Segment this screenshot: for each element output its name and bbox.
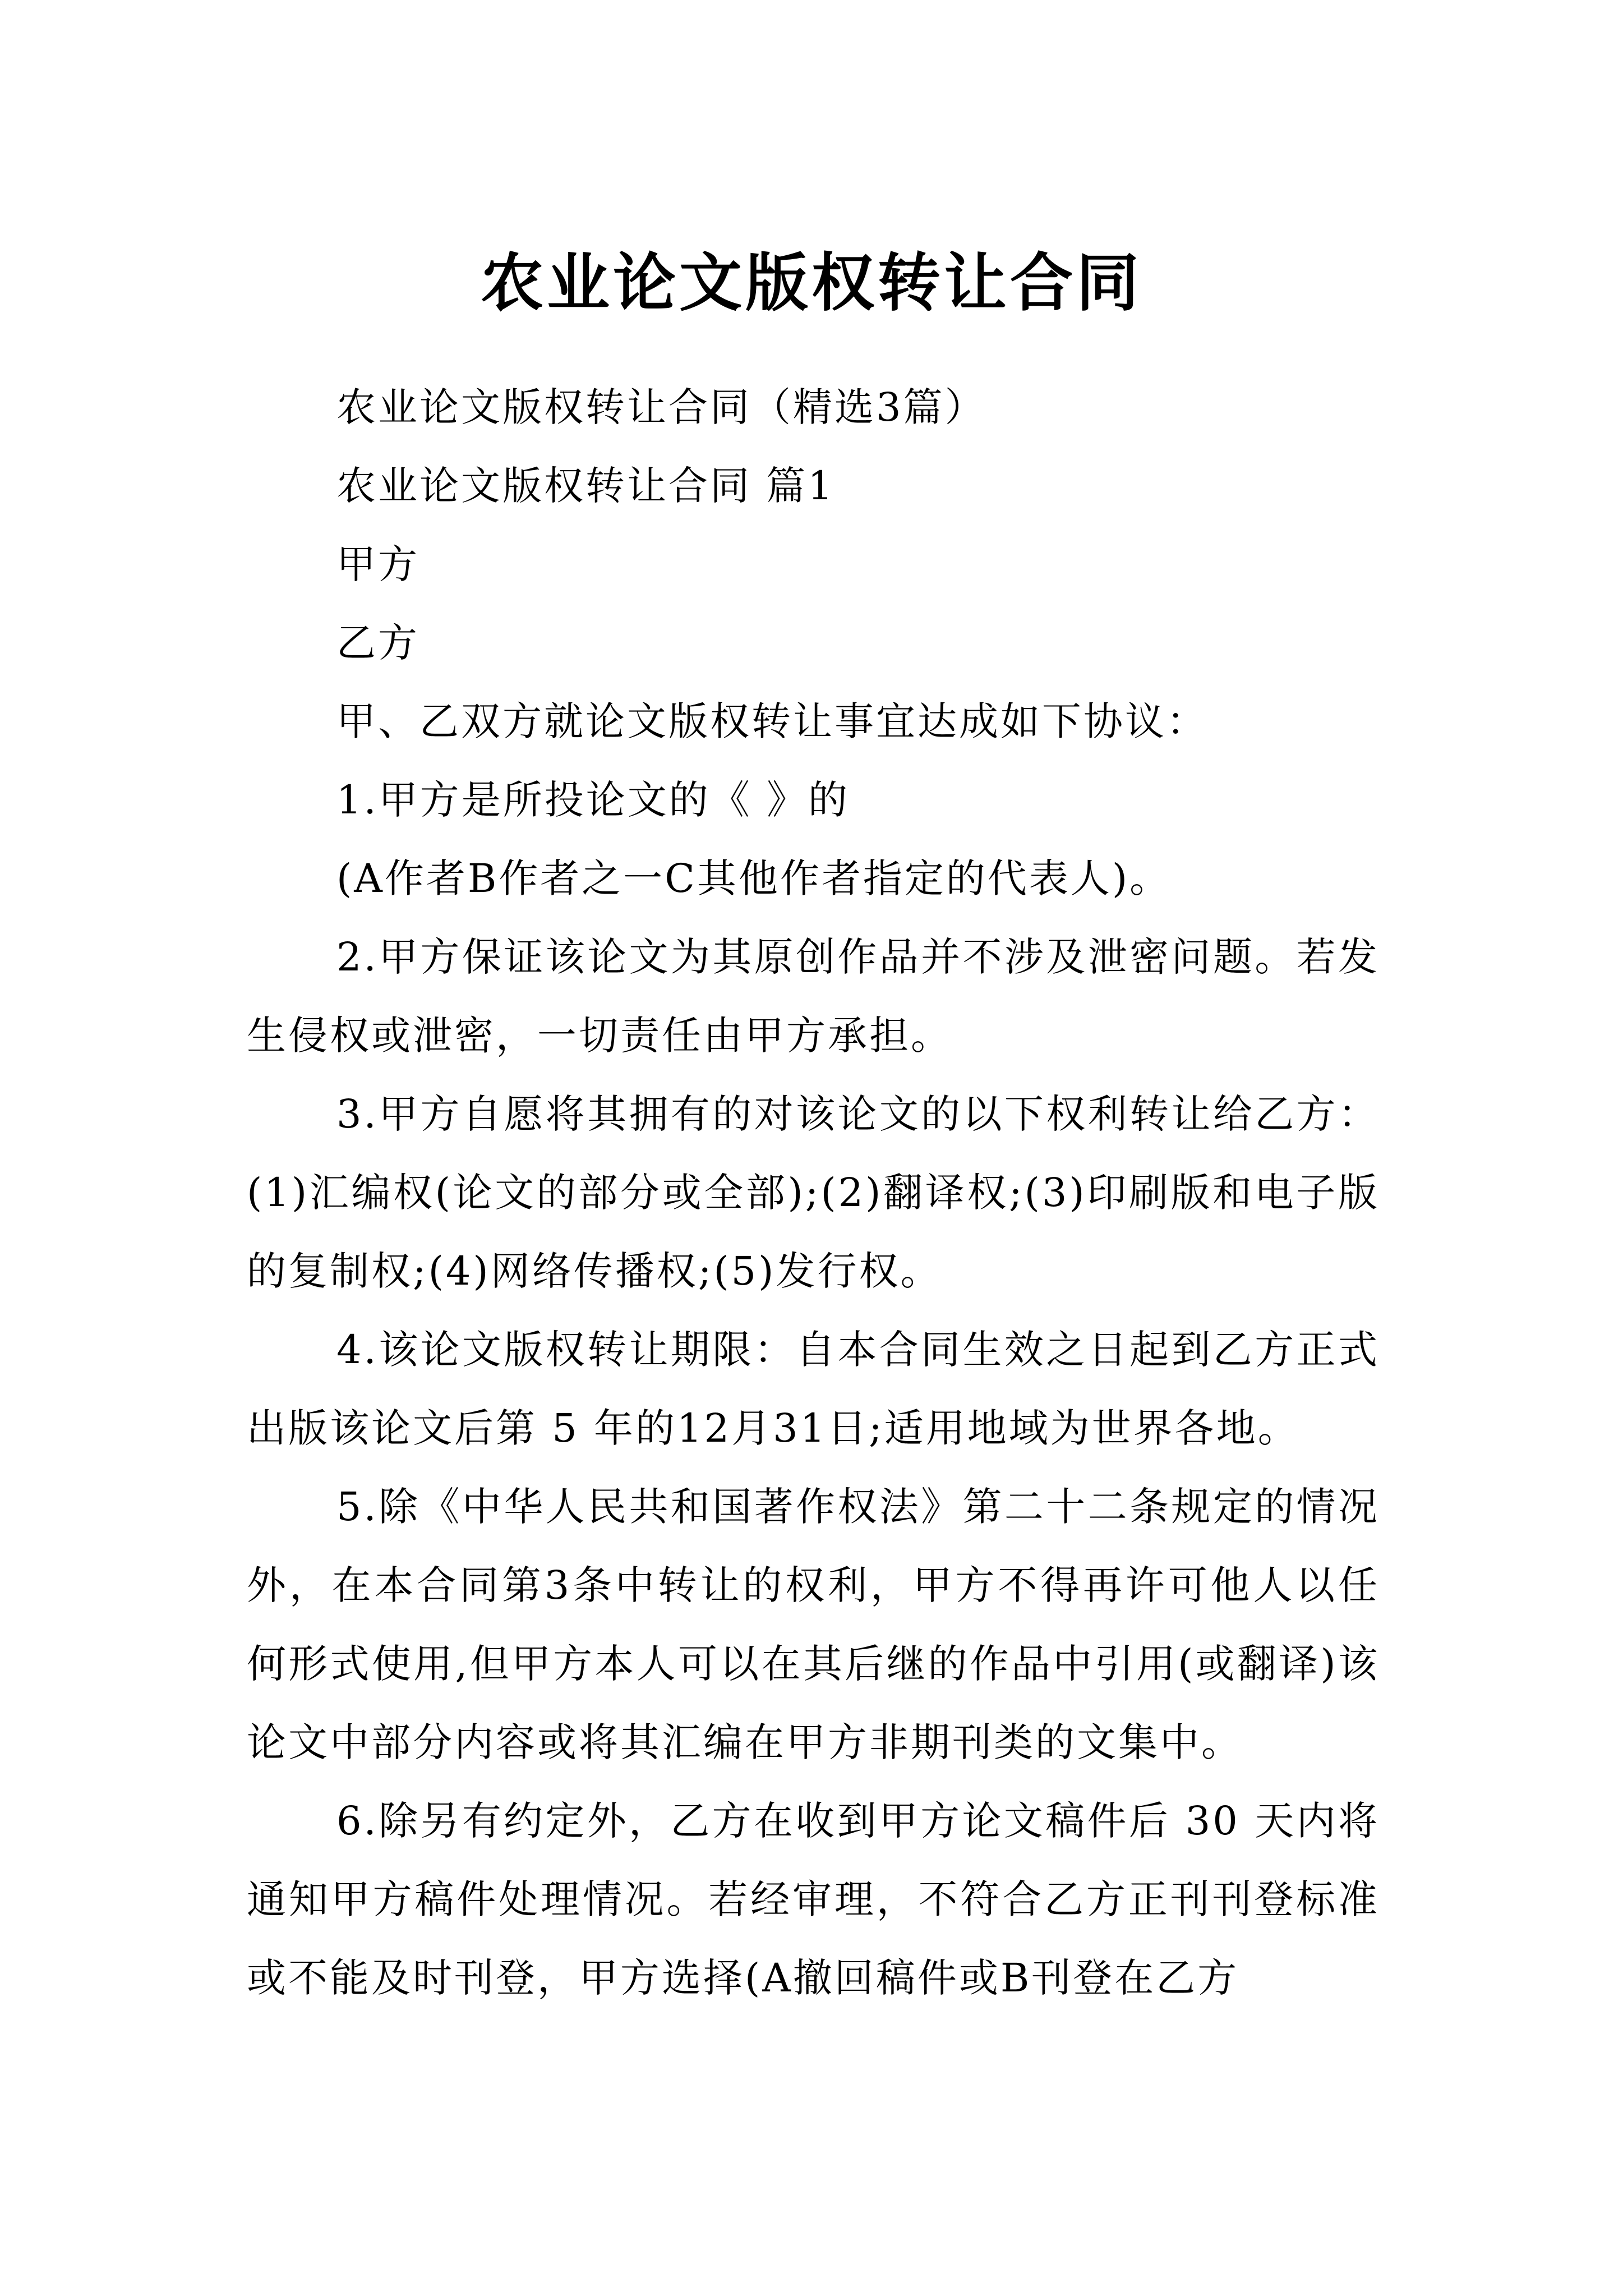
paragraph-clause-1-options: (A作者B作者之一C其他作者指定的代表人)。 (336, 855, 1172, 901)
paragraph-clause-6: 6.除另有约定外，乙方在收到甲方论文稿件后 30 天内将通知甲方稿件处理情况。若经审理，不符合乙方正刊刊登标准或不能及时刊登，甲方选择(A撤回稿件或B刊登在乙方 (247, 1798, 1380, 2001)
paragraph-section-heading: 农业论文版权转让合同 篇1 (336, 463, 835, 509)
paragraph-clause-2: 2.甲方保证该论文为其原创作品并不涉及泄密问题。若发生侵权或泄密，一切责任由甲方承担。 (247, 934, 1380, 1059)
paragraph-clause-1: 1.甲方是所投论文的《 》的 (336, 777, 850, 823)
paragraph-clause-3: 3.甲方自愿将其拥有的对该论文的以下权利转让给乙方：(1)汇编权(论文的部分或全部);(2)翻译权;(3)印刷版和电子版的复制权;(4)网络传播权;(5)发行权。 (247, 1091, 1380, 1294)
paragraph-party-b: 乙方 (336, 620, 419, 666)
document-title: 农业论文版权转让合同 (481, 246, 1142, 320)
paragraph-agreement-intro: 甲、乙双方就论文版权转让事宜达成如下协议： (336, 698, 1208, 744)
paragraph-party-a: 甲方 (336, 541, 419, 587)
document-body (247, 368, 1380, 2017)
paragraph-clause-5: 5.除《中华人民共和国著作权法》第二十二条规定的情况外，在本合同第3条中转让的权利，甲方不得再许可他人以任何形式使用,但甲方本人可以在其后继的作品中引用(或翻译)该论文中部分内容或将其汇编在甲方非期刊类的文集中。 (247, 1484, 1380, 1765)
paragraph-subtitle: 农业论文版权转让合同（精选3篇） (336, 384, 986, 430)
paragraph-clause-4: 4.该论文版权转让期限：自本合同生效之日起到乙方正式出版该论文后第 5 年的12月31日;适用地域为世界各地。 (247, 1327, 1380, 1451)
